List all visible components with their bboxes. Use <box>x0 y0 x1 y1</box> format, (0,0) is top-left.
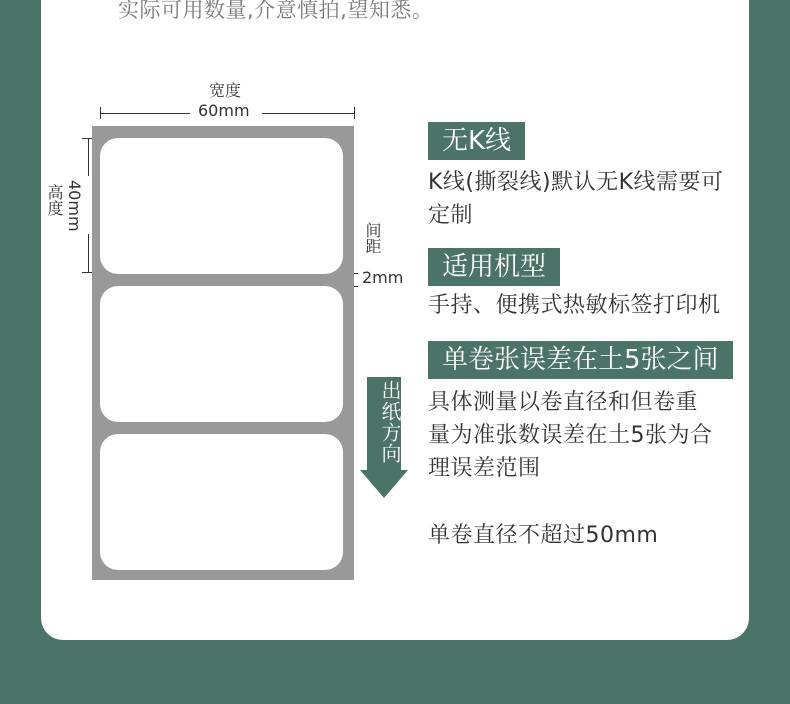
width-title: 宽度 <box>209 81 242 100</box>
top-note: 实际可用数量,介意慎拍,望知悉。 <box>118 0 434 22</box>
feature-3-line-2: 量为准张数误差在土5张为合 <box>428 423 713 448</box>
label-sheet-3 <box>100 434 343 570</box>
width-line-left <box>100 113 190 114</box>
height-value: 40mm <box>65 180 84 232</box>
tag-compatible-models: 适用机型 <box>428 248 560 286</box>
feed-direction-label: 出纸方向 <box>378 380 402 464</box>
label-sheet-2 <box>100 286 343 422</box>
feature-3-line-1: 具体测量以卷直径和但卷重 <box>428 390 699 415</box>
tag-count-tolerance: 单卷张误差在土5张之间 <box>428 341 733 379</box>
width-value: 60mm <box>198 101 250 120</box>
gap-value: 2mm <box>362 268 404 287</box>
tag-no-k-line: 无K线 <box>428 122 525 160</box>
label-roll <box>92 126 354 580</box>
roll-diameter-note: 单卷直径不超过50mm <box>428 523 659 548</box>
feature-1-line-1: K线(撕裂线)默认无K线需要可 <box>428 170 724 195</box>
feature-1-line-2: 定制 <box>428 203 474 228</box>
gap-title: 间距 <box>363 222 382 254</box>
width-tick-right <box>354 107 355 119</box>
height-title: 高度 <box>45 184 64 216</box>
height-line-bottom <box>88 234 89 272</box>
width-tick-left <box>100 107 101 119</box>
height-line-top <box>88 138 89 176</box>
feature-3-line-3: 理误差范围 <box>428 456 541 481</box>
feature-2-line-1: 手持、便携式热敏标签打印机 <box>428 293 721 318</box>
width-line-right <box>262 113 354 114</box>
down-arrow-icon <box>360 470 408 498</box>
label-sheet-1 <box>100 138 343 274</box>
